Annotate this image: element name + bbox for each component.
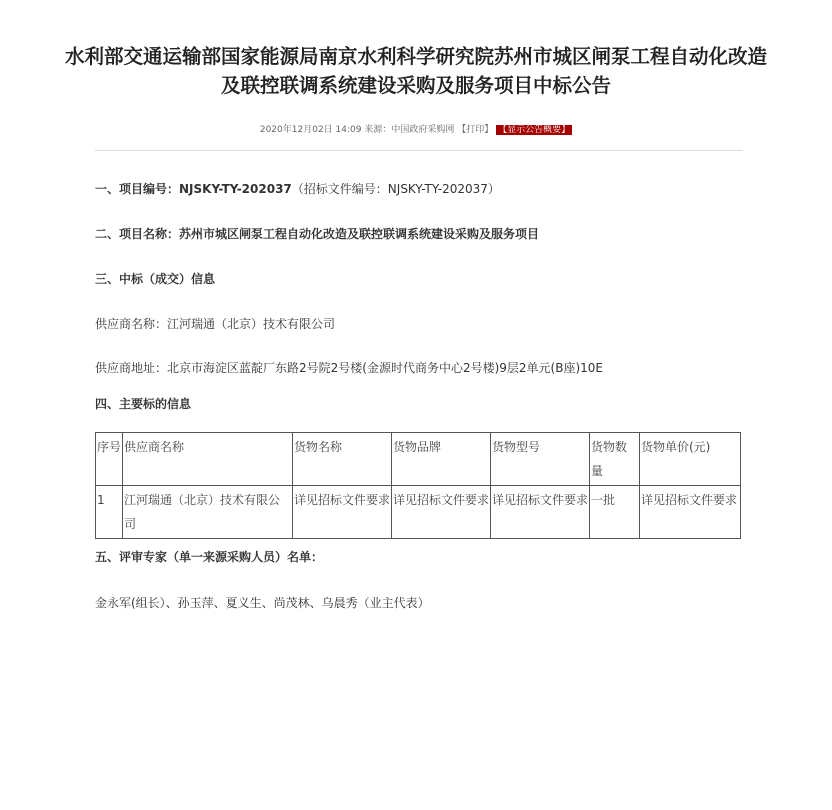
table-cell: 1 xyxy=(96,486,123,539)
award-info-heading: 三、中标（成交）信息 xyxy=(95,272,216,286)
project-number xyxy=(95,180,500,197)
table-cell: 详见招标文件要求 xyxy=(293,486,392,539)
table-cell: 一批 xyxy=(590,486,640,539)
title-line-1: 水利部交通运输部国家能源局南京水利科学研究院苏州市城区闸泵工程自动化改造 xyxy=(64,45,767,68)
main-items-heading: 四、主要标的信息 xyxy=(95,397,192,411)
meta-line xyxy=(0,122,832,135)
show-summary-button[interactable]: 【显示公告概要】 xyxy=(498,125,571,135)
table-header: 货物单价(元) xyxy=(640,433,741,486)
publish-date: 2020年12月02日 14:09 xyxy=(259,125,362,135)
supplier-address: 供应商地址：北京市海淀区蓝靛厂东路2号院2号楼(金源时代商务中心2号楼)9层2单元(B座)10E xyxy=(95,361,603,375)
table-header: 货物型号 xyxy=(491,433,590,486)
experts-list: 金永军(组长）、孙玉萍、夏义生、尚茂林、乌晨秀（业主代表） xyxy=(95,596,430,610)
table-header: 供应商名称 xyxy=(123,433,293,486)
table-cell: 详见招标文件要求 xyxy=(640,486,741,539)
table-header: 序号 xyxy=(96,433,123,486)
table-header: 货物品牌 xyxy=(392,433,491,486)
divider xyxy=(95,150,743,151)
table-cell: 详见招标文件要求 xyxy=(491,486,590,539)
page-title xyxy=(0,42,832,100)
project-number-label: 一、项目编号：NJSKY-TY-202037 xyxy=(95,182,292,196)
supplier-name: 供应商名称：江河瑞通（北京）技术有限公司 xyxy=(95,317,336,331)
items-table xyxy=(95,432,741,539)
table-row xyxy=(96,486,741,539)
title-line-2: 及联控联调系统建设采购及服务项目中标公告 xyxy=(220,74,611,97)
table-cell: 详见招标文件要求 xyxy=(392,486,491,539)
table-header-row xyxy=(96,433,741,486)
source: 来源：中国政府采购网 xyxy=(364,125,455,135)
table-cell: 江河瑞通（北京）技术有限公司 xyxy=(123,486,293,539)
tender-doc-number: （招标文件编号：NJSKY-TY-202037） xyxy=(291,182,500,196)
project-name: 二、项目名称：苏州市城区闸泵工程自动化改造及联控联调系统建设采购及服务项目 xyxy=(95,227,540,241)
table-header: 货物名称 xyxy=(293,433,392,486)
print-link[interactable]: 【打印】 xyxy=(457,125,494,135)
table-header: 货物数量 xyxy=(590,433,640,486)
experts-heading: 五、评审专家（单一来源采购人员）名单： xyxy=(95,550,324,564)
